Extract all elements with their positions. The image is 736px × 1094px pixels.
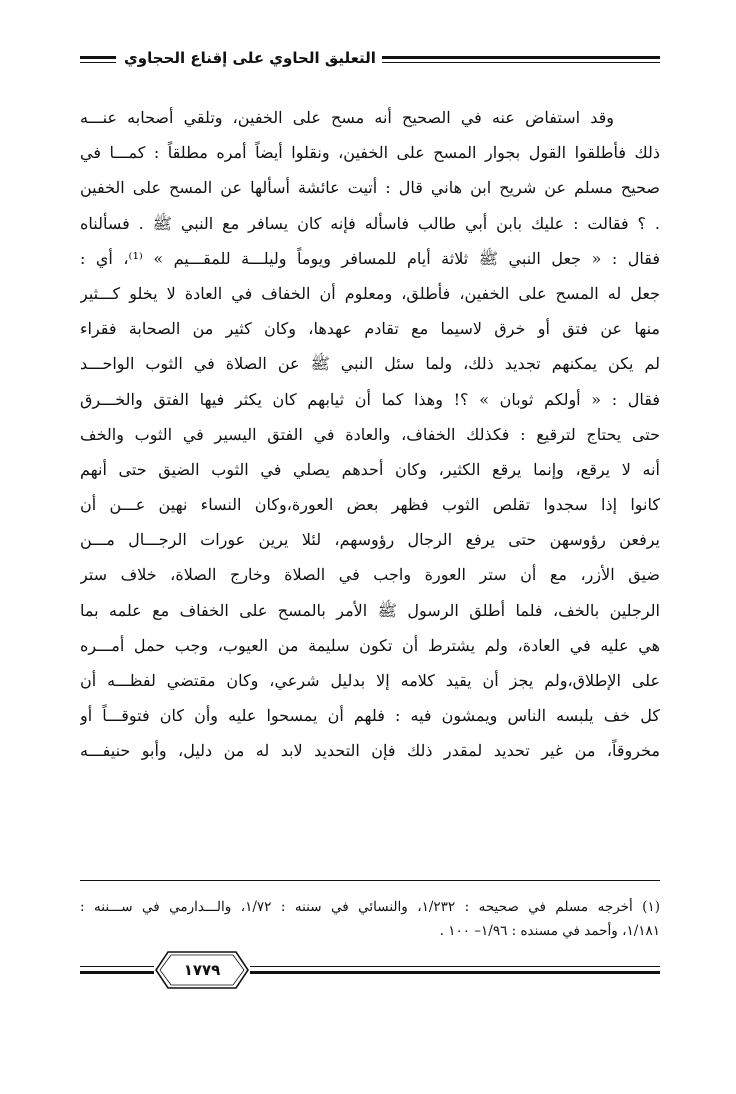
body-line: ذلك فأطلقوا القول بجوار المسح على الخفين، ونقلوا أيضاً أمره مطلقاً : كمـــا في <box>80 143 660 163</box>
body-line: وقد استفاض عنه في الصحيح أنه مسح على الخفين، وتلقي أصحابه عنـــه <box>80 108 614 127</box>
page-number: ١٧٧٩ <box>183 961 221 979</box>
body-text <box>80 100 660 769</box>
body-line: هي عليه في العادة، ولم يشترط أن تكون سليمة من العيوب، وجب حمل أمـــره <box>80 635 660 655</box>
body-line: مخروقاً، من غير تحديد لمقدر ذلك فإن التحديد لابد له من دليل، وأبو حنيفـــه <box>80 741 660 761</box>
body-line: جعل له المسح على الخفين، فأطلق، ومعلوم أن الخفاف في العادة لا يخلو كـــثير <box>80 283 660 303</box>
body-line: منها عن فتق أو خرق لاسيما مع تقادم عهدها، وكان كثير من الصحابة فقراء <box>80 319 660 339</box>
body-line: يرفعن رؤوسهن حتى يرفع الرجال رؤوسهم، لئلا يرين عورات الرجـــال مـــن <box>80 530 660 550</box>
header-title: التعليق الحاوي على إقناع الحجاوي <box>124 49 376 67</box>
body-line: الرجلين بالخف، فلما أطلق الرسول ﷺ الأمر بالمسح على الخفاف مع علمه بما <box>80 600 660 620</box>
body-line: فقال : « جعل النبي ﷺ ثلاثة أيام للمسافر ويوماً وليلـــة للمقـــيم » ⁽¹⁾، أي : <box>80 248 660 268</box>
footnote-line: (١) أخرجه مسلم في صحيحه : ١/٢٣٢، والنسائي في سننه : ١/٧٢، والـــدارمي في ســـننه : <box>80 899 660 915</box>
body-line: فقال : « أولكم ثوبان » ؟! وهذا كما أن ثيابهم كان يكثر فيها الفتق والخـــرق <box>80 389 660 409</box>
body-line: على الإطلاق،ولم يجز أن يقيد كلامه إلا بدليل شرعي، وكان مقتضي لفظـــه أن <box>80 671 660 690</box>
footer-rule-left <box>80 966 154 974</box>
footnote-separator <box>80 880 660 881</box>
footnote-line: ١/١٨١، وأحمد في مسنده : ١/٩٦– ١٠٠ . <box>439 923 660 939</box>
body-line: أنه لا يرقع، وإنما يرقع الكثير، وكان أحدهم يصلي في الثوب الضيق حتى أنهم <box>80 459 660 479</box>
running-header <box>80 44 660 74</box>
body-line: . ؟ فقالت : عليك بابن أبي طالب فاسأله فإنه كان يسافر مع النبي ﷺ . فسألناه <box>80 213 660 233</box>
header-rule-left <box>80 56 116 63</box>
footer-rule-right <box>250 966 660 974</box>
body-line: ضيق الأزر، مع أن ستر العورة واجب في الصلاة وخارج الصلاة، خلاف ستر <box>80 565 660 585</box>
page-footer <box>80 950 660 990</box>
body-line: صحيح مسلم عن شريح ابن هاني قال : أتيت عائشة أسألها عن المسح على الخفين <box>80 178 660 198</box>
footnotes <box>80 895 660 943</box>
body-line: كل خف يلبسه الناس ويمشون فيه : فلهم أن يمسحوا عليه وأن كان فتوقـــاً أو <box>80 706 660 726</box>
page-number-frame <box>154 950 250 990</box>
body-line: لم يكن يمكنهم تجديد ذلك، ولما سئل النبي ﷺ عن الصلاة في الثوب الواحـــد <box>80 354 660 374</box>
body-line: حتى يحتاج لترقيع : فكذلك الخفاف، والعادة في الفتق اليسير في الثوب والخف <box>80 424 660 444</box>
header-rule-right <box>382 56 660 63</box>
body-line: كانوا إذا سجدوا تقلص الثوب فظهر بعض العورة،وكان النساء نهين عـــن أن <box>80 495 660 515</box>
